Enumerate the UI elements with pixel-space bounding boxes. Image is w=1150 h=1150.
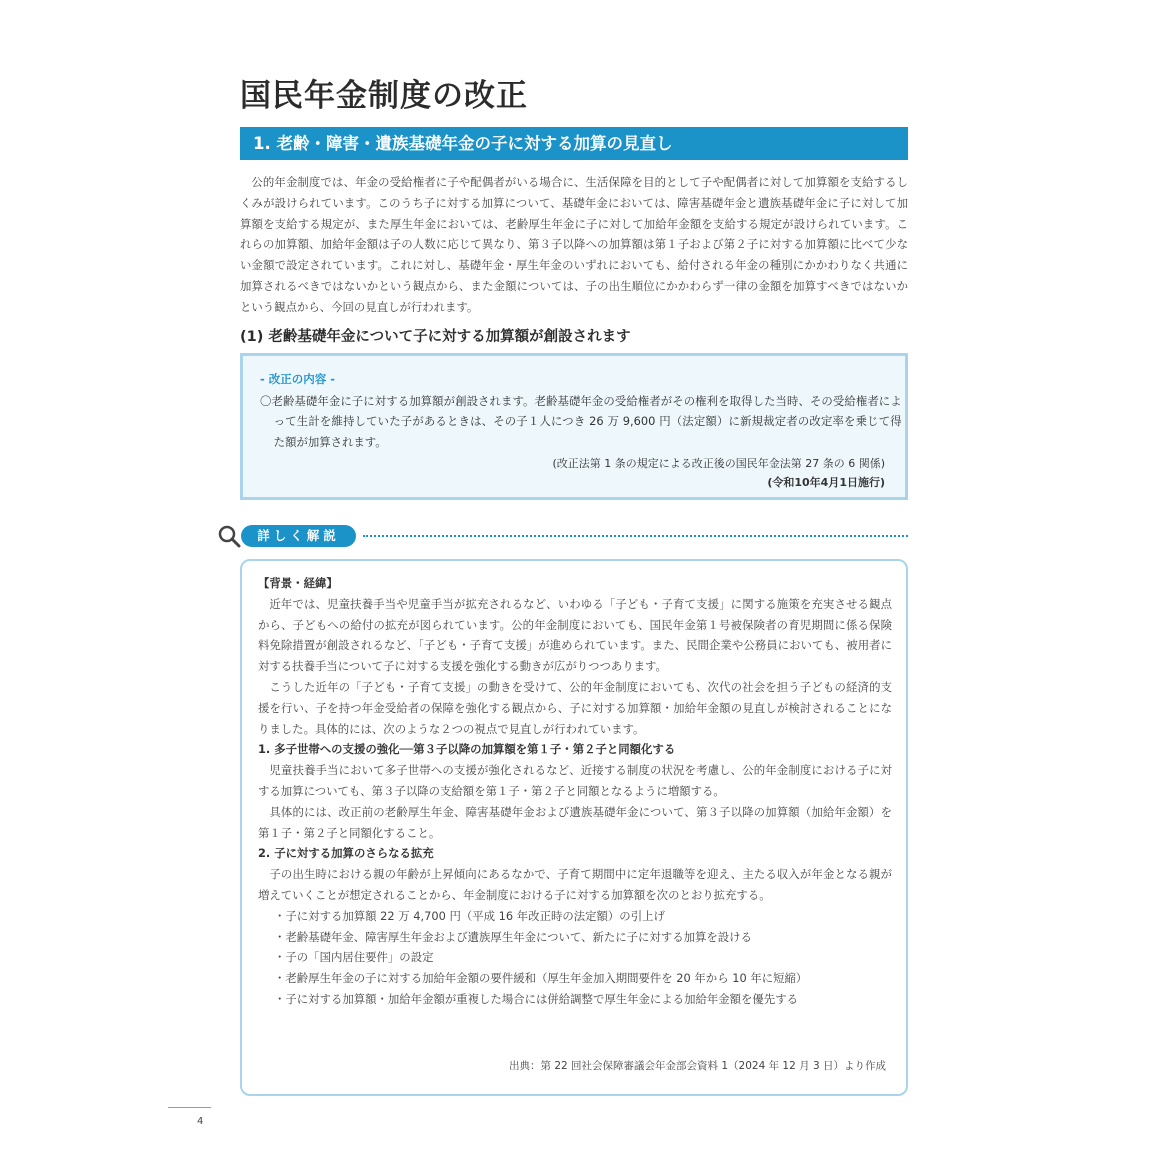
magnifier-icon — [217, 524, 241, 548]
detail-explanation-tag — [217, 524, 912, 548]
reform-content-box — [240, 353, 908, 500]
background-heading: 【背景・経緯】 — [258, 576, 338, 590]
page-number-rule — [168, 1107, 211, 1108]
background-paragraph-2: こうした近年の「子ども・子育て支援」の動きを受けて、公的年金制度においても、次代の社会を担う子どもの経済的支援を行い、子を持つ年金受給者の保障を強化する観点から、子に対する加算額・加給年金額の見直しが検討されることになりました。具体的には、次のような２つの視点で見直しが行われています。 — [258, 679, 892, 736]
point-1-heading: 1. 多子世帯への支援の強化──第３子以降の加算額を第１子・第２子と同額化する — [258, 742, 676, 757]
intro-section — [240, 172, 908, 318]
reform-effective-date: (令和10年4月1日施行) — [767, 476, 885, 489]
dotted-divider — [363, 535, 908, 537]
reform-box-text: 〇老齢基礎年金に子に対する加算額が創設されます。老齢基礎年金の受給権者がその権利を取得した当時、その受給権者によって生計を維持していた子があるときは、その子１人につき 26 万 9,600 円（法定額）に新規裁定者の改定率を乗じて得た額が加算されます。 — [260, 394, 902, 449]
point-2-bullet-list — [258, 906, 892, 1010]
list-item: ・子に対する加算額・加給年金額が重複した場合には併給調整で厚生年金による加給年金額を優先する — [274, 991, 798, 1006]
point-2-heading: 2. 子に対する加算のさらなる拡充 — [258, 846, 434, 861]
list-item: ・老齢厚生年金の子に対する加給年金額の要件緩和（厚生年金加入期間要件を 20 年から 10 年に短縮） — [274, 971, 808, 986]
point-2-paragraph: 子の出生時における親の年齢が上昇傾向にあるなかで、子育て期間中に定年退職等を迎え、主たる収入が年金となる親が増えていくことが想定されることから、年金制度における子に対する加算額を次のとおり拡充する。 — [258, 867, 892, 902]
list-item: ・老齢基礎年金、障害厚生年金および遺族厚生年金について、新たに子に対する加算を設ける — [274, 929, 752, 944]
section-heading-bar: 1. 老齢・障害・遺族基礎年金の子に対する加算の見直し — [240, 127, 908, 160]
page-title: 国民年金制度の改正 — [240, 78, 528, 114]
point-1-paragraph-1: 児童扶養手当において多子世帯への支援が強化されるなど、近接する制度の状況を考慮し、公的年金制度における子に対する加算についても、第３子以降の支給額を第１子・第２子と同額となるように増額する。 — [258, 763, 892, 798]
detail-body — [258, 573, 892, 1010]
detail-explanation-box — [240, 559, 908, 1096]
list-item: ・子に対する加算額 22 万 4,700 円（平成 16 年改正時の法定額）の引上げ — [274, 908, 665, 923]
list-item: ・子の「国内居住要件」の設定 — [274, 950, 434, 965]
source-note: 出典：第 22 回社会保障審議会年金部会資料 1（2024 年 12 月 3 日）より作成 — [508, 1060, 886, 1072]
point-1-paragraph-2: 具体的には、改正前の老齢厚生年金、障害基礎年金および遺族基礎年金について、第３子以降の加算額（加給年金額）を第１子・第２子と同額化すること。 — [258, 804, 892, 840]
reform-citation: (改正法第 1 条の規定による改正後の国民年金法第 27 条の 6 関係) — [552, 457, 885, 470]
sub-heading: (1) 老齢基礎年金について子に対する加算額が創設されます — [240, 329, 631, 345]
intro-paragraph: 公的年金制度では、年金の受給権者に子や配偶者がいる場合に、生活保障を目的として子や配偶者に対して加算額を支給するしくみが設けられています。このうち子に対する加算について、基礎年金においては、障害基礎年金と遺族基礎年金に子に対して加算額を支給する規定が、また厚生年金においては、老齢厚生年金に子に対して加給年金額を支給する規定が設けられています。これらの加算額、加給年金額は子の人数に応じて異なり、第３子以降への加算額は第１子および第２子に対する加算額に比べて少ない金額で設定されています。これに対し、基礎年金・厚生年金のいずれにおいても、給付される年金の種別にかかわりなく共通に加算されるべきではないかという観点から、また金額については、子の出生順位にかかわらず一律の金額を加算すべきではないかという観点から、今回の見直しが行われます。 — [240, 175, 908, 314]
page-number: 4 — [197, 1116, 204, 1127]
detail-explanation-label: 詳しく解説 — [241, 525, 356, 547]
reform-box-label: - 改正の内容 - — [260, 372, 336, 386]
background-paragraph-1: 近年では、児童扶養手当や児童手当が拡充されるなど、いわゆる「子ども・子育て支援」に関する施策を充実させる観点から、子どもへの給付の拡充が図られています。公的年金制度においても、国民年金第１号被保険者の育児期間に係る保険料免除措置が創設されるなど、「子ども・子育て支援」が進められています。また、民間企業や公務員においても、被用者に対する扶養手当について子に対する支援を強化する動きが広がりつつあります。 — [258, 596, 892, 674]
